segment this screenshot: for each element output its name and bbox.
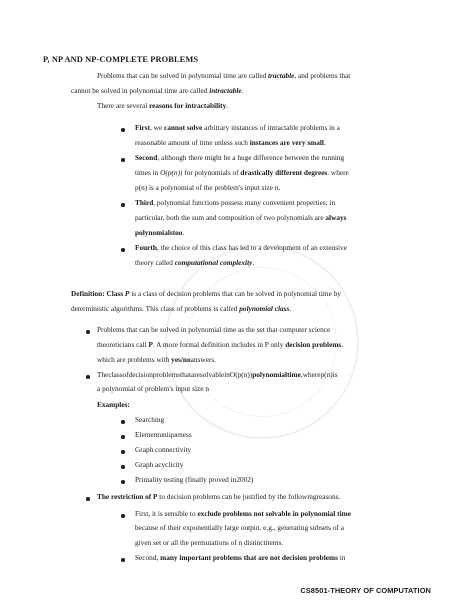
reason-fourth-line-2 xyxy=(135,257,254,269)
examples-heading: Examples: xyxy=(97,400,130,409)
intro-line-2 xyxy=(71,85,243,97)
definition-line-1 xyxy=(71,288,341,300)
reason-text: theory called xyxy=(135,258,175,267)
polynomial-class-term: polynomial class xyxy=(239,304,290,313)
page-footer: CS8501-THEORY OF COMPUTATION xyxy=(300,586,431,595)
bullet-icon xyxy=(86,330,90,334)
class-p-symbol: P xyxy=(124,289,130,298)
reason-text: , the choice of this class has led to a development of an extensive xyxy=(156,243,347,252)
bullet-icon xyxy=(121,128,125,132)
reason-label: First xyxy=(135,123,150,132)
example-item: Searching xyxy=(135,415,165,424)
reason-bold: polynomialstoo xyxy=(135,228,183,237)
reason-first-line-2 xyxy=(135,137,326,149)
reason-first-line-1 xyxy=(135,122,340,134)
definition-label: Definition: Class xyxy=(71,289,125,298)
reason-fourth-line-1 xyxy=(135,242,347,254)
bullet-icon xyxy=(121,248,125,252)
reason-second-line-2 xyxy=(135,167,349,179)
restriction-line xyxy=(97,491,340,503)
restriction-second-line-1 xyxy=(135,552,345,564)
reason-third-line-3 xyxy=(135,227,184,239)
reason-text: reasonable amount of time unless such xyxy=(135,138,250,147)
reason-label: Second xyxy=(135,153,158,162)
definition-text: is a class of decision problems that can be solved in polynomial time by xyxy=(129,289,341,298)
intro-text: Problems that can be solved in polynomial time are called xyxy=(97,71,269,80)
class-p-symbol: P xyxy=(153,492,158,501)
example-item: Primality testing (finally proved in2002) xyxy=(135,475,254,484)
reason-text: , although there might be a huge difference between the running xyxy=(157,153,345,162)
point-text: which are problems with xyxy=(97,355,172,364)
point-bold: polynomialtime xyxy=(252,370,301,379)
intro-text: . xyxy=(241,86,244,95)
restriction-bold: many important problems that are not decision problems xyxy=(160,553,338,562)
reason-label: Third xyxy=(135,198,154,207)
example-item: Graph acyclicity xyxy=(135,460,184,469)
computational-complexity-term: computational complexity xyxy=(174,258,253,267)
reason-second-line-1 xyxy=(135,152,344,164)
point-2-line-1 xyxy=(97,369,338,381)
intractable-term: intractable xyxy=(209,86,242,95)
restriction-text: in xyxy=(337,553,346,562)
bullet-icon xyxy=(86,497,90,501)
bullet-icon xyxy=(121,158,125,162)
bullet-icon xyxy=(121,450,125,454)
restriction-text: Second, xyxy=(135,553,161,562)
examples-label xyxy=(97,399,130,411)
tractable-term: tractable xyxy=(268,71,295,80)
point-text: ,wherep(n)is xyxy=(300,370,338,379)
restriction-first-line-3: given set or all the permutations of n distinctitems. xyxy=(135,538,284,547)
point-2-line-2: a polynomial of problem's input size n xyxy=(97,384,209,393)
point-text: . A more formal definition includes in P only xyxy=(152,340,286,349)
reasons-text: There are several xyxy=(97,101,150,110)
bullet-icon xyxy=(121,435,125,439)
reason-text: for polynomials of xyxy=(182,168,241,177)
reason-second-line-3: p(n) is a polynomial of the problem's input size n. xyxy=(135,183,281,192)
restriction-bold: The restriction of xyxy=(97,492,153,501)
reason-text: . xyxy=(252,258,255,267)
reason-text: , polynomial functions possess many convenient properties; in xyxy=(153,198,336,207)
point-bold: P xyxy=(148,340,153,349)
reason-text: times in xyxy=(135,168,161,177)
restriction-text: to decision problems can be justified by the followingreasons. xyxy=(157,492,341,501)
reason-text: arbitrary instances of intractable problems in a xyxy=(202,123,340,132)
reason-bold: drastically different degrees xyxy=(240,168,328,177)
point-1-line-2 xyxy=(97,339,343,351)
reason-text: particular, both the sum and composition of two polynomials are xyxy=(135,213,326,222)
reason-text: . xyxy=(323,138,326,147)
reason-text: . xyxy=(182,228,185,237)
reason-text: . where xyxy=(327,168,349,177)
bullet-icon xyxy=(121,558,125,562)
bullet-icon xyxy=(121,480,125,484)
restriction-text: First, it is sensible to xyxy=(135,509,198,518)
definition-line-2 xyxy=(71,303,291,315)
point-text: answers. xyxy=(190,355,216,364)
definition-text: . xyxy=(289,304,292,313)
restriction-first-line-2: because of their exponentially large output. e.g., generating subsets of a xyxy=(135,523,344,532)
point-text: TheclassofdecisionproblemsthataresolvableinO(p(n)) xyxy=(97,370,253,379)
bullet-icon xyxy=(121,465,125,469)
point-text: theoreticians call xyxy=(97,340,149,349)
restriction-first-line-1 xyxy=(135,508,351,520)
intro-text: cannot be solved in polynomial time are called xyxy=(71,86,210,95)
bullet-icon xyxy=(121,514,125,518)
reason-bold: instances are very small xyxy=(249,138,324,147)
reasons-text: . xyxy=(226,101,229,110)
point-bold: decision problems xyxy=(285,340,342,349)
section-title: P, NP AND NP-COMPLETE PROBLEMS xyxy=(43,55,199,64)
bullet-icon xyxy=(86,375,90,379)
reason-text: , we xyxy=(150,123,164,132)
bullet-icon xyxy=(121,203,125,207)
point-bold: yes/no xyxy=(171,355,191,364)
reason-bold: always xyxy=(325,213,347,222)
bullet-icon xyxy=(121,420,125,424)
restriction-bold: exclude problems not solvable in polynomial time xyxy=(197,509,351,518)
reason-label: Fourth xyxy=(135,243,157,252)
intro-text: , and problems that xyxy=(294,71,351,80)
reasons-heading xyxy=(97,100,228,112)
reason-formula: O(p(n)) xyxy=(160,168,183,177)
point-1-line-3 xyxy=(97,354,216,366)
example-item: Elementuniqueness xyxy=(135,430,192,439)
point-1-line-1: Problems that can be solved in polynomial time as the set that computer science xyxy=(97,325,331,334)
example-item: Graph connectivity xyxy=(135,445,192,454)
point-text: , xyxy=(341,340,344,349)
reason-third-line-2 xyxy=(135,212,347,224)
intro-line-1 xyxy=(97,70,350,82)
reasons-bold: reasons for intractability xyxy=(149,101,227,110)
definition-text: deterministic algorithms. This class of problems is called xyxy=(71,304,240,313)
reason-third-line-1 xyxy=(135,197,335,209)
reason-bold: cannot solve xyxy=(163,123,203,132)
